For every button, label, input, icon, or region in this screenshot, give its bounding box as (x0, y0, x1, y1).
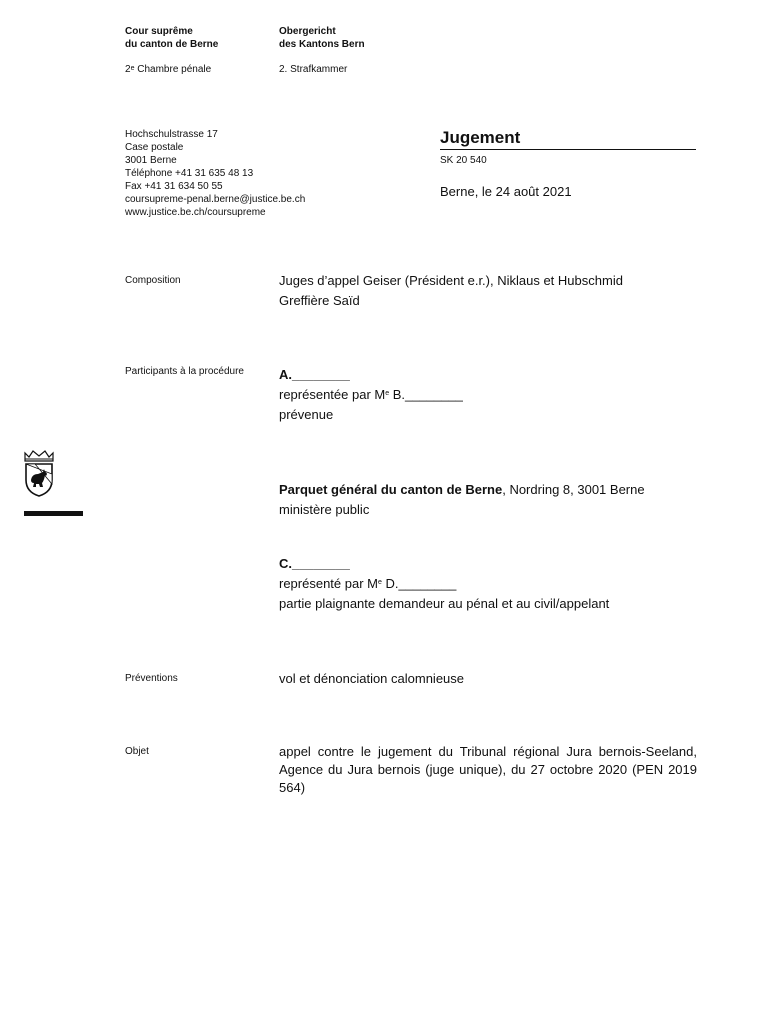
judgment-reference: SK 20 540 (440, 155, 487, 166)
preventions-label: Préventions (125, 673, 178, 684)
chamber-fr-text: Chambre pénale (134, 64, 212, 75)
address-line: Case postale (125, 142, 184, 153)
party-a (279, 365, 463, 425)
address-fax: Fax +41 31 634 50 55 (125, 181, 223, 192)
address-line: 3001 Berne (125, 155, 177, 166)
prosecutor-name: Parquet général du canton de Berne (279, 482, 503, 497)
court-name-fr-line1: Cour suprême (125, 26, 193, 37)
party-c-representative (279, 574, 609, 594)
court-name-fr-line2: du canton de Berne (125, 39, 219, 50)
prosecutor-role: ministère public (279, 502, 370, 517)
party-a-rep-prefix: représentée par M (279, 387, 386, 402)
address-phone: Téléphone +41 31 635 48 13 (125, 168, 254, 179)
prosecutor (279, 480, 645, 520)
judgment-heading (440, 128, 696, 199)
party-a-representative (279, 385, 463, 405)
party-a-rep-name: B.________ (389, 387, 463, 402)
judgment-place-date: Berne, le 24 août 2021 (440, 184, 572, 199)
address-website: www.justice.be.ch/coursupreme (125, 207, 266, 218)
court-name-fr (125, 25, 218, 51)
bern-coat-of-arms-icon (23, 450, 55, 498)
composition-content (279, 271, 623, 311)
party-c-role: partie plaignante demandeur au pénal et au civil/appelant (279, 596, 610, 611)
composition-label: Composition (125, 275, 181, 286)
party-c-rep-name: D.________ (381, 576, 457, 591)
objet-label: Objet (125, 746, 149, 757)
court-name-de-line2: des Kantons Bern (279, 39, 365, 50)
party-c-rep-prefix: représenté par M (279, 576, 378, 591)
prosecutor-line (279, 480, 645, 500)
court-address (125, 128, 305, 219)
composition-judges: Juges d’appel Geiser (Président e.r.), Niklaus et Hubschmid (279, 273, 623, 288)
party-c (279, 554, 609, 614)
composition-clerk: Greffière Saïd (279, 293, 360, 308)
bern-logo-svg (23, 450, 55, 498)
chamber-fr-sup: e (130, 65, 135, 72)
participants-label: Participants à la procédure (125, 366, 244, 377)
court-name-de-line1: Obergericht (279, 26, 336, 37)
party-c-name: C.________ (279, 556, 350, 571)
objet-text: appel contre le jugement du Tribunal régional Jura bernois-Seeland, Agence du Jura bernois (juge unique), du 27 octobre 2020 (PEN 2019 564) (279, 744, 697, 795)
address-email: coursupreme-penal.berne@justice.be.ch (125, 194, 306, 205)
logo-rule (24, 511, 83, 516)
chamber-de: 2. Strafkammer (279, 64, 348, 75)
party-a-rep-sup: e (385, 390, 390, 397)
party-a-role: prévenue (279, 407, 334, 422)
party-c-rep-sup: e (378, 579, 382, 586)
chamber-fr-number: 2 (125, 64, 131, 75)
preventions-text: vol et dénonciation calomnieuse (279, 671, 465, 686)
judgment-title: Jugement (440, 128, 696, 150)
chamber-fr (125, 63, 211, 76)
prosecutor-address: , Nordring 8, 3001 Berne (502, 482, 645, 497)
address-line: Hochschulstrasse 17 (125, 129, 218, 140)
court-name-de (279, 25, 365, 51)
party-a-name: A.________ (279, 367, 350, 382)
